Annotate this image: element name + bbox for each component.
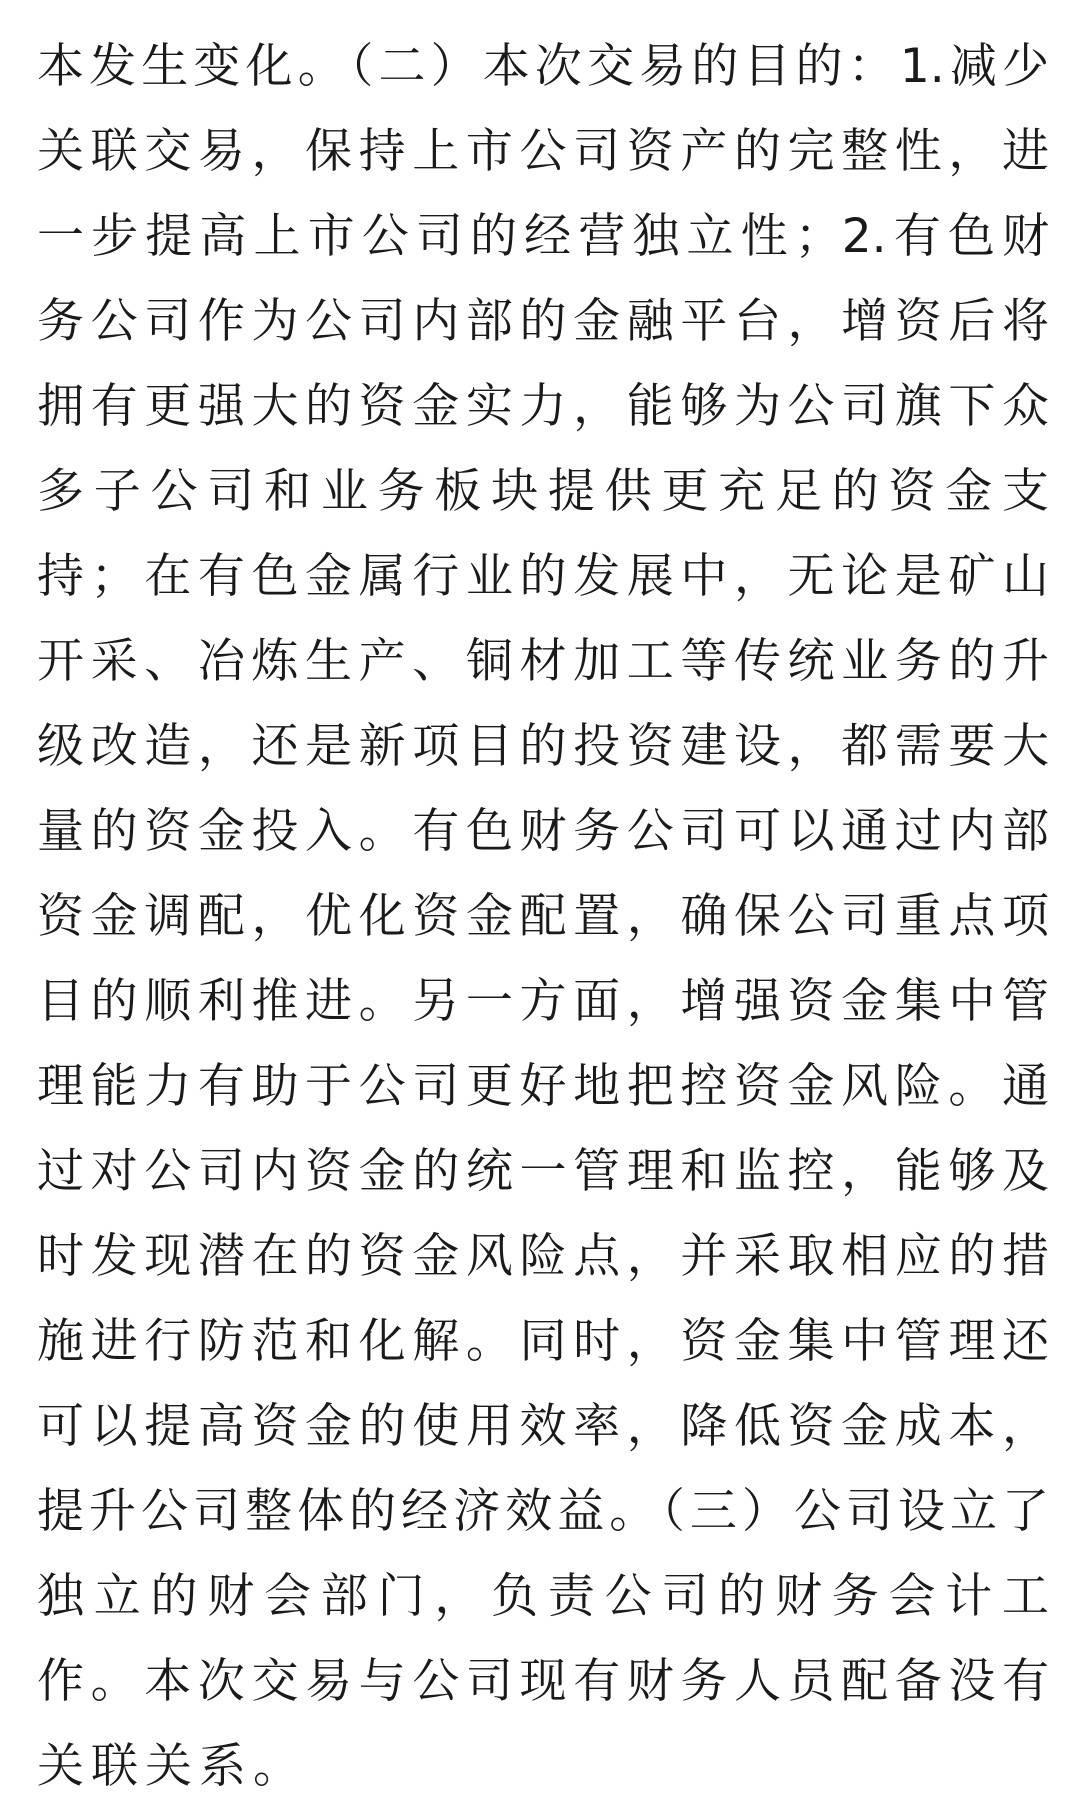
text-line: 务公司作为公司内部的金融平台，增资后将 <box>37 294 1049 349</box>
text-line: 资金调配，优化资金配置，确保公司重点项 <box>37 889 1049 944</box>
text-line: 一步提高上市公司的经营独立性；2.有色财 <box>37 209 1049 264</box>
text-line: 开采、冶炼生产、铜材加工等传统业务的升 <box>37 634 1049 689</box>
text-line: 量的资金投入。有色财务公司可以通过内部 <box>37 804 1049 859</box>
text-line: 拥有更强大的资金实力，能够为公司旗下众 <box>37 379 1049 434</box>
article-body <box>37 24 1049 1809</box>
text-line: 时发现潜在的资金风险点，并采取相应的措 <box>37 1229 1049 1284</box>
text-line: 本发生变化。（二）本次交易的目的：1.减少 <box>37 39 1049 94</box>
text-line: 理能力有助于公司更好地把控资金风险。通 <box>37 1059 1049 1114</box>
text-line: 关联交易，保持上市公司资产的完整性，进 <box>37 124 1049 179</box>
text-line: 关联关系。 <box>37 1739 307 1794</box>
text-line: 作。本次交易与公司现有财务人员配备没有 <box>37 1654 1049 1709</box>
text-line: 可以提高资金的使用效率，降低资金成本， <box>37 1399 1049 1454</box>
text-line: 过对公司内资金的统一管理和监控，能够及 <box>37 1144 1049 1199</box>
text-line: 持；在有色金属行业的发展中，无论是矿山 <box>37 549 1049 604</box>
text-line: 施进行防范和化解。同时，资金集中管理还 <box>37 1314 1049 1369</box>
text-line: 多子公司和业务板块提供更充足的资金支 <box>37 464 1049 519</box>
text-line: 目的顺利推进。另一方面，增强资金集中管 <box>37 974 1049 1029</box>
text-line: 独立的财会部门，负责公司的财务会计工 <box>37 1569 1049 1624</box>
text-line: 提升公司整体的经济效益。（三）公司设立了 <box>37 1484 1049 1539</box>
text-line: 级改造，还是新项目的投资建设，都需要大 <box>37 719 1049 774</box>
